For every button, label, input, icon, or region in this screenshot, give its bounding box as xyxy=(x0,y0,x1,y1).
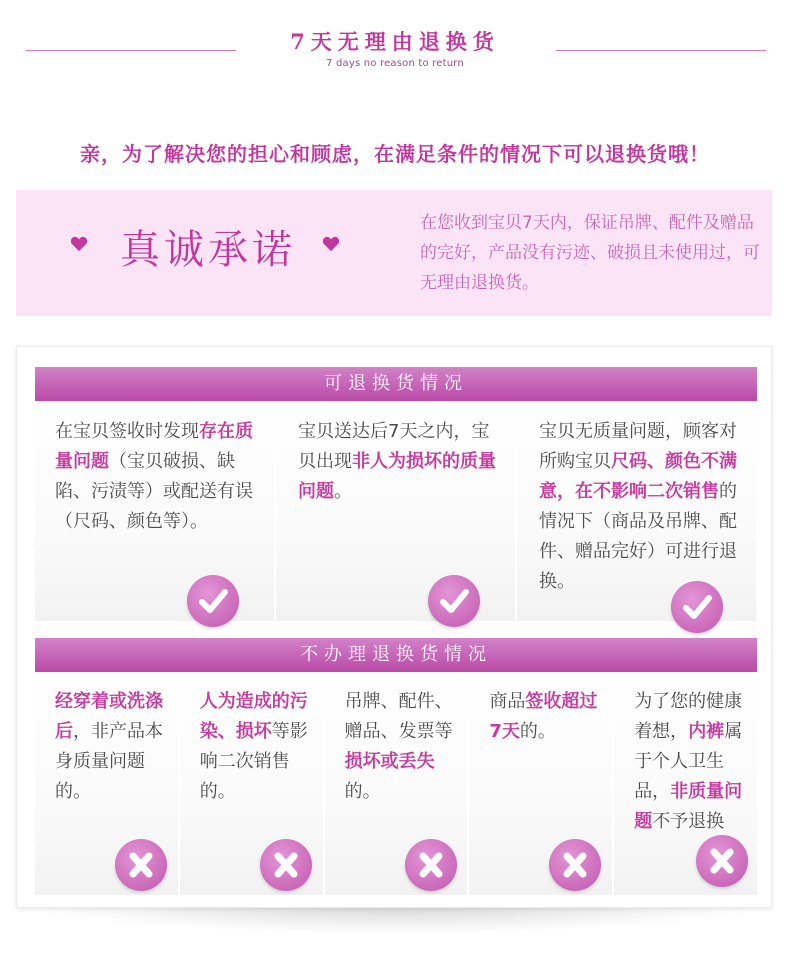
returnable-list xyxy=(35,403,757,621)
highlight-text: 非质量问题 xyxy=(634,781,743,832)
highlight-text: 尺码、颜色不满意，在不影响二次销售 xyxy=(539,451,737,502)
body-text: 属于个人卫生品， xyxy=(634,721,743,802)
highlight-text: 存在质量问题 xyxy=(55,421,253,472)
highlight-text: 损坏或丢失 xyxy=(344,751,435,772)
non-returnable-item-text xyxy=(200,687,313,807)
cross-icon xyxy=(115,839,167,891)
intro-text: 亲，为了解决您的担心和顾虑，在满足条件的情况下可以退换货哦！ xyxy=(80,142,710,166)
policy-card xyxy=(16,346,772,908)
highlight-text: 经穿着或洗涤后 xyxy=(55,691,163,742)
cross-icon xyxy=(549,839,601,891)
non-returnable-item-text xyxy=(345,687,458,807)
body-text: 宝贝无质量问题，顾客对所购宝贝 xyxy=(539,421,737,472)
check-icon xyxy=(428,575,480,627)
non-returnable-item xyxy=(35,673,178,895)
body-text: 。 xyxy=(334,481,352,502)
body-text: 的情况下（商品及吊牌、配件、赠品完好）可进行退换。 xyxy=(539,481,737,592)
non-returnable-item-text xyxy=(55,687,168,807)
body-text: 宝贝送达后7天之内，宝贝出现 xyxy=(298,421,490,472)
cross-icon xyxy=(260,839,312,891)
body-text: 为了您的健康着想， xyxy=(634,691,743,742)
body-text: 等影响二次销售的。 xyxy=(199,721,308,802)
non-returnable-item xyxy=(180,673,323,895)
returnable-item-text xyxy=(539,417,746,597)
returnable-item-text xyxy=(55,417,264,537)
card-shadow xyxy=(30,904,760,934)
promise-text: 在您收到宝贝7天内，保证吊牌、配件及赠品的完好，产品没有污迹、破损且未使用过，可无理由退换货。 xyxy=(420,213,760,293)
non-returnable-item xyxy=(325,673,468,895)
page-title: 7天无理由退换货 xyxy=(290,29,500,54)
highlight-text: 非人为损坏的质量问题 xyxy=(298,451,496,502)
body-text: 的。 xyxy=(519,721,556,742)
cross-icon xyxy=(696,835,748,887)
highlight-text: 内裤 xyxy=(688,721,725,742)
non-returnable-item-text xyxy=(489,687,602,747)
returnable-heading: 可退换货情况 xyxy=(35,367,757,401)
non-returnable-heading: 不办理退换货情况 xyxy=(35,638,757,672)
cross-icon xyxy=(405,839,457,891)
body-text: 商品 xyxy=(489,691,526,712)
page-subtitle: 7 days no reason to return xyxy=(326,58,464,69)
body-text: 吊牌、配件、赠品、发票等 xyxy=(344,691,453,742)
check-icon xyxy=(187,575,239,627)
body-text: 不予退换 xyxy=(652,811,725,832)
non-returnable-item-text xyxy=(634,687,747,837)
heart-icon xyxy=(70,236,88,252)
body-text: （宝贝破损、缺陷、污渍等）或配送有误（尺码、颜色等）。 xyxy=(55,451,253,532)
heart-icon xyxy=(322,236,340,252)
returnable-item xyxy=(276,403,515,621)
promise-title: 真诚承诺 xyxy=(120,227,296,273)
non-returnable-item xyxy=(469,673,612,895)
highlight-text: 人为造成的污染、损坏 xyxy=(199,691,308,742)
non-returnable-list xyxy=(35,673,757,895)
body-text: 的。 xyxy=(344,781,381,802)
body-text: 在宝贝签收时发现 xyxy=(55,421,199,442)
promise-banner xyxy=(16,190,772,316)
non-returnable-item xyxy=(614,673,757,895)
returnable-item-text xyxy=(298,417,505,507)
body-text: ，非产品本身质量问题的。 xyxy=(55,721,163,802)
returnable-item xyxy=(517,403,756,621)
returnable-item xyxy=(35,403,274,621)
check-icon xyxy=(671,581,723,633)
highlight-text: 签收超过7天 xyxy=(489,691,598,742)
